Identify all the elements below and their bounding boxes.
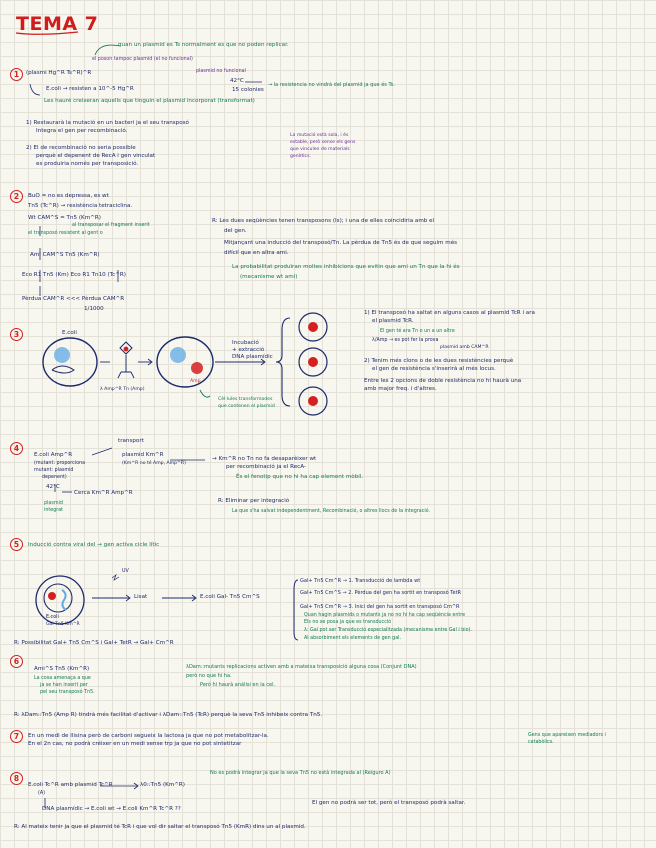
s6-l1: Ami^S Tn5 (Km^R): [34, 666, 90, 672]
s1-q2b: perquè el depenent de RecA i gen vinculat: [36, 153, 156, 159]
s5-option-3: Gal+ Tn5 Cm^R → 3. Inici del gen ha sortit en transposó Cm^R: [300, 604, 460, 610]
section-7-number: 7: [10, 730, 23, 743]
s7-l1: En un medi de llisina però de carboni segueix la lactosa ja que no pot metabolitzar-la.: [28, 733, 269, 739]
s3-r2c: Entre les 2 opcions de doble resistència no hi haurà una: [364, 378, 522, 384]
s3-r2b: el gen de resistència s'inserirà al més locus.: [372, 366, 496, 372]
section-4-number: 4: [10, 442, 23, 455]
s3-r1d: λ/Amp → es pot fer la prova: [372, 338, 439, 343]
s6-answer: R: λDam::Tn5 (Amp R) tindrà més facilitat d'activar i λDam::Tn5 (TcR) perquè la seva Tn5 inhibeix contra Tn5.: [14, 712, 323, 718]
s5-lisat: Lisat: [134, 594, 148, 600]
s4-l1c: mutant: plasmid: [34, 468, 74, 473]
s3-cell-label: Amp: [190, 379, 201, 384]
s5-ecoli: E.coli: [46, 615, 59, 620]
s1-result: → la resistencia no vindrà del plasmid ja que és Ts.: [268, 82, 395, 88]
s4-green-left1: plasmid: [44, 501, 63, 506]
s2-right1: R: Les dues seqüències tenen transposons (Is); i una de elles coincidiria amb el: [212, 218, 435, 224]
s4-plasmid: plasmid Km^R: [122, 452, 164, 458]
s2-right2: del gen.: [224, 228, 247, 234]
s5-option-2: Gal+ Tn5 Cm^S → 2. Pèrdua del gen ha sortit en transposó TetR: [300, 590, 461, 596]
s2-l3b: al transposar el fragment inserit: [72, 223, 150, 228]
s6-mid-green1: λDam::mutants replicacions activen amb a mateixa transposició alguna cosa (Conjunt DNA): [186, 664, 417, 670]
s1-q1: 1) Restaurarà la mutació en un bacteri ja el seu transposó: [26, 120, 189, 126]
s3-r2d: amb major freq. i d'altres.: [364, 386, 437, 392]
s4-green-left2: integrat: [44, 508, 64, 513]
s2-right6: (mecanisme wt ami): [240, 274, 298, 280]
s5-option-3d: λ: Gal pot ser Transducció especialitzada (mecanisme entre Gal i bio).: [304, 628, 472, 633]
s3-mid-label1: Incubació: [232, 340, 259, 346]
s3-r1: 1) El transposó ha saltat en alguns casos al plasmid TcR i ara: [364, 310, 535, 316]
s8-right: El gen no podrà ser tot, però el transposó podrà saltar.: [312, 800, 466, 806]
s8-arrow: λ0::Tn5 (Km^R): [140, 782, 185, 788]
s1-purple-note: el poson tampoc plasmid (el no funcional): [92, 57, 193, 62]
s4-right2-green: La que s'ha salvat independentment, Recombinació, o altres llocs de la integració.: [232, 509, 431, 514]
s4-right-green: És el fenotip que no hi ha cap element mòbil.: [236, 474, 364, 480]
s4-tag: transport: [118, 438, 144, 444]
s8-green: No es podrà integrar ja que la seva Tn5 no està integrada al (Reiguro A): [210, 770, 391, 776]
s4-l2: Cerca Km^R Amp^R: [74, 490, 133, 496]
s2-l8: 1/1000: [84, 306, 104, 312]
s1-q1b: Integra el gen per recombinació.: [36, 128, 128, 134]
s4-l1: E.coli Amp^R: [34, 452, 73, 458]
s5-uv: UV: [122, 569, 129, 574]
s6-mid-green1c: Però hi haurà anàlisi en la cel.: [200, 682, 276, 688]
s8-answer: R: Al mateix tenir ja que el plasmid té TcR i que vol dir saltar el transposó Tn5 (KmR) dins un al plasmid.: [14, 824, 306, 830]
s1-line1: E.coli → resisten a 10^-5 Hg^R: [46, 86, 134, 92]
s6-mid-green1b: però no que hi ha.: [186, 673, 232, 679]
s4-right1: → Km^R no Tn no fa desaparèixer wt: [212, 456, 317, 462]
s5-title: Inducció contra viral del → gen activa cicle lític: [28, 542, 160, 548]
s2-l3: Wt CAM^S = Tn5 (Km^R): [28, 215, 101, 221]
s8-l1b: (A): [38, 791, 46, 796]
s4-plasmid-b: (Km^R no té Amp, Amp^R): [122, 461, 186, 466]
s2-l2: Tn5 (Tc^R) → resistència tetraciclina.: [28, 203, 133, 209]
s5-ecoli-sub: Gal Tn5 Km^R: [46, 622, 80, 627]
s5-option-1: Gal+ Tn5 Cm^R → 1. Transducció de lambda wt: [300, 578, 421, 584]
s8-l1: E.coli Tc^R amb plasmid Tc^R: [28, 782, 113, 788]
s2-right5: La probabilitat produïran moltes inhibicions que evitin que ami un Tn que la hi és: [232, 264, 460, 270]
s5-bottom: R: Possibilitat Gal+ Tn5 Cm^S i Gal+ TetR → Gal+ Cm^R: [14, 640, 174, 646]
s5-option-3c: Els no se posa ja que es transducció: [304, 620, 392, 625]
s2-right4: difícil que en altra ami.: [224, 250, 289, 256]
section-1-number: 1: [10, 68, 23, 81]
s2-l5: Ami CAM^S Tn5 (Km^R): [30, 252, 100, 258]
section-5-number: 5: [10, 538, 23, 551]
s1-arrow-label: 15 colonies: [232, 87, 264, 93]
s4-right2: R: Eliminar per integració: [218, 498, 290, 504]
s6-green1: La cosa amenaça a que: [34, 676, 91, 681]
s4-temp: 42°C: [46, 484, 60, 490]
s5-option-3b: Quan hagin plasmids o mutants ja no no hi ha cap seqüència entre: [304, 613, 466, 618]
s5-result: E.coli Gal- Tn5 Cm^S: [200, 594, 260, 600]
s3-r1c: El gen té ara Tn o un a un altre: [380, 329, 455, 334]
s5-option-3e: Al absorbiment els elements de gen gal.: [304, 636, 402, 641]
s2-l6: Eco R1 Tn5 (Km) Eco R1 Tn10 (Tc^R): [22, 272, 126, 278]
s1-line2: Les hauré creixeran aquells que tinguin el plasmid incorporat (transformat): [44, 98, 255, 104]
s1-top-note: quan un plasmid es Ts normalment es que no poden replicar.: [118, 42, 289, 48]
s2-l7: Pèrdua CAM^R <<< Pèrdua CAM^R: [22, 296, 125, 302]
s3-mid-label3: DNA plasmídic: [232, 354, 273, 360]
section-8-number: 8: [10, 772, 23, 785]
s6-green1c: pel seu transposó Tn5.: [40, 690, 95, 695]
s1-q2: 2) El de recombinació no seria possible: [26, 145, 136, 151]
s1-q1-note: La mutació està sola, i és estable, però sense els gens que vinculen de materials genètics.: [290, 133, 356, 159]
s7-green: Gens que apareixen mediadors i catabòlics.: [528, 733, 606, 745]
s3-mid-label2: + extracció: [232, 347, 265, 353]
s2-l1: BuO = no es depressa, es wt: [28, 193, 109, 199]
s3-ecoli: E.coli: [62, 330, 77, 336]
s8-l2: DNA plasmídic → E.coli wt → E.coli Km^R Tc^R ??: [42, 806, 181, 812]
s3-r1e: plasmid amb CAM^R: [440, 345, 489, 350]
s2-right3: Mitjançant una inducció del transposó/Tn. La pèrdua de Tn5 és de que seguim més: [224, 240, 458, 246]
s7-l2: En el 2n cas, no podrà créixer en un medi sense trp ja que no pot sintetitzar: [28, 741, 242, 747]
s2-l4: el transposó resistent al gent o: [28, 231, 103, 236]
s3-phage-label: λ Amp^R Tn (Amp): [100, 387, 145, 392]
s4-right1b: per recombinació ja el RecA-: [226, 464, 306, 470]
page-title: TEMA 7: [16, 13, 99, 35]
s3-r1b: el plasmid TcR.: [372, 318, 414, 324]
s4-l1d: depenent): [42, 475, 67, 480]
section-6-number: 6: [10, 655, 23, 668]
section-2-number: 2: [10, 190, 23, 203]
s1-q2c: es produiria només per transposició.: [36, 161, 139, 167]
s1-formula: (plasmi Hg^R Ts^R)^R: [26, 70, 92, 76]
s1-purple-note2: plasmid no funcional: [196, 69, 246, 74]
section-3-number: 3: [10, 328, 23, 341]
s6-green1b: ja se han inserit per: [40, 683, 88, 688]
s3-r2: 2) Tenim més clons o de les dues resistències perquè: [364, 358, 514, 364]
s1-temp: 42°C: [230, 78, 244, 84]
s3-green-label: Cèl·lules transformades que contenen el plasmid: [218, 397, 275, 409]
s4-l1b: (mutant: proporciona: [34, 461, 86, 466]
